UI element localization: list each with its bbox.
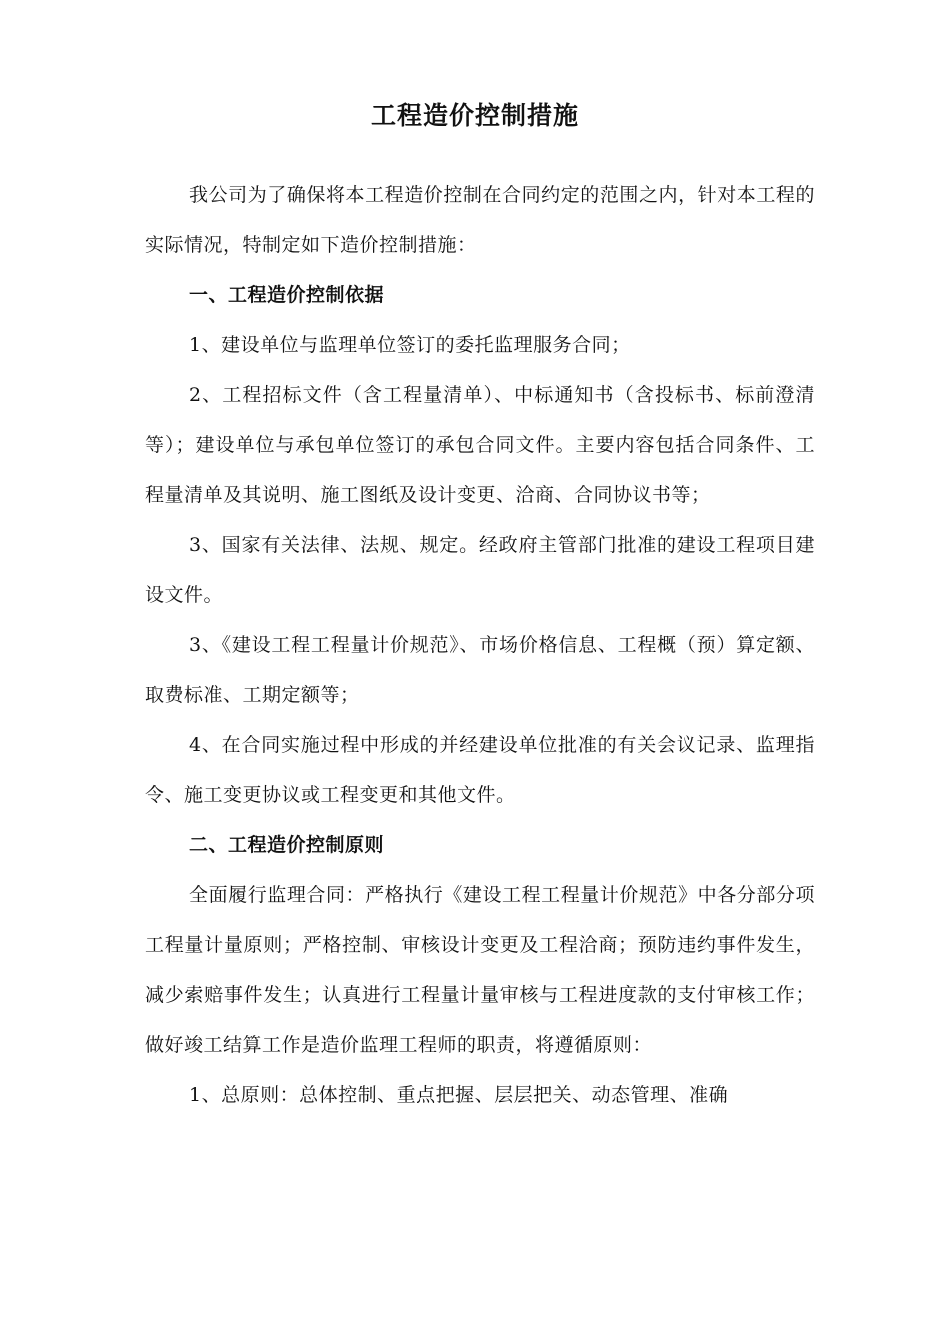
paragraph-principles: 全面履行监理合同：严格执行《建设工程工程量计价规范》中各分部分项工程量计量原则；严格控制、审核设计变更及工程洽商；预防违约事件发生，减少索赔事件发生；认真进行工程量计量审核与工程进度款的支付审核工作；做好竣工结算工作是造价监理工程师的职责，将遵循原则：: [145, 884, 815, 1056]
paragraph-basis-3b: 3、《建设工程工程量计价规范》、市场价格信息、工程概（预）算定额、取费标准、工期定额等；: [145, 634, 815, 706]
paragraph-basis-2: 2、工程招标文件（含工程量清单）、中标通知书（含投标书、标前澄清等）；建设单位与承包单位签订的承包合同文件。主要内容包括合同条件、工程量清单及其说明、施工图纸及设计变更、洽商、合同协议书等；: [145, 384, 815, 506]
document-body: [145, 170, 815, 1120]
section-heading-basis: 一、工程造价控制依据: [189, 284, 385, 306]
paragraph-basis-3: 3、国家有关法律、法规、规定。经政府主管部门批准的建设工程项目建设文件。: [145, 534, 815, 606]
section-heading-principles: 二、工程造价控制原则: [189, 834, 385, 856]
paragraph-intro: 我公司为了确保将本工程造价控制在合同约定的范围之内，针对本工程的实际情况，特制定如下造价控制措施：: [145, 184, 815, 256]
paragraph-basis-1: 1、建设单位与监理单位签订的委托监理服务合同；: [189, 334, 631, 356]
document-title: 工程造价控制措施: [370, 101, 579, 130]
paragraph-basis-4: 4、在合同实施过程中形成的并经建设单位批准的有关会议记录、监理指令、施工变更协议或工程变更和其他文件。: [145, 734, 815, 806]
paragraph-principle-1: 1、总原则：总体控制、重点把握、层层把关、动态管理、准确: [189, 1084, 729, 1106]
